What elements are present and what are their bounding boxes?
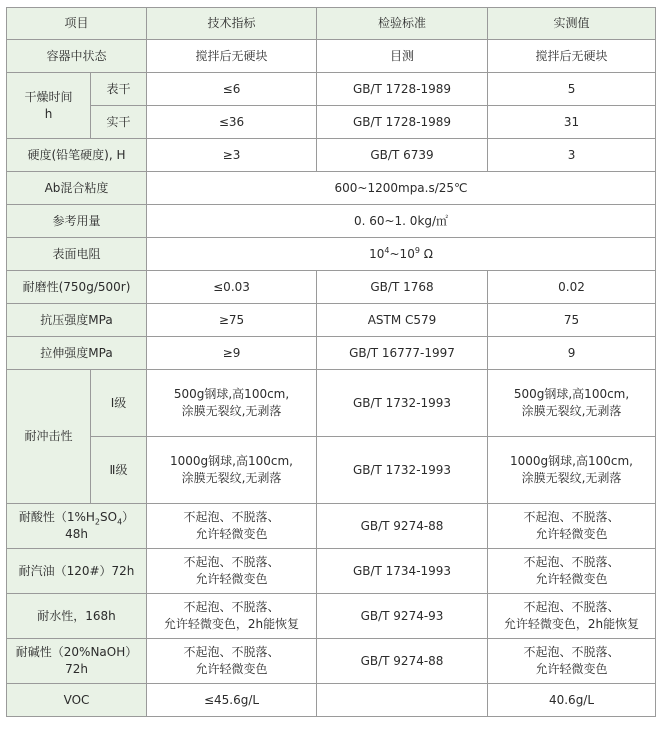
line: 500g钢球,高100cm, <box>513 387 630 401</box>
line: 涂膜无裂纹,无剥落 <box>181 471 282 485</box>
row-label: Ab混合粘度 <box>7 172 147 205</box>
line <box>11 509 142 526</box>
header-spec: 技术指标 <box>147 8 317 40</box>
measured-cell: 3 <box>488 139 656 172</box>
measured-cell: 0.02 <box>488 271 656 304</box>
row-label: 耐汽油（120#）72h <box>7 549 147 594</box>
header-item: 项目 <box>7 8 147 40</box>
standard-cell: GB/T 6739 <box>317 139 488 172</box>
measured-cell <box>488 594 656 639</box>
table-row <box>7 304 656 337</box>
table-row <box>7 337 656 370</box>
row-label <box>7 639 147 684</box>
measured-cell <box>488 639 656 684</box>
line: 1000g钢球,高100cm, <box>510 454 633 468</box>
label-part: SO <box>100 510 118 524</box>
table-row <box>7 504 656 549</box>
line: 涂膜无裂纹,无剥落 <box>521 404 622 418</box>
sub-label: 实干 <box>91 106 147 139</box>
row-label: 耐冲击性 <box>7 370 91 504</box>
line: 不起泡、不脱落、 <box>183 510 280 524</box>
line: 不起泡、不脱落、 <box>523 510 620 524</box>
spec-cell <box>147 437 317 504</box>
resistance-exponent: 9 <box>414 245 420 255</box>
row-label: 容器中状态 <box>7 40 147 73</box>
merged-value-cell: 600~1200mpa.s/25℃ <box>147 172 656 205</box>
measured-cell: 搅拌后无硬块 <box>488 40 656 73</box>
standard-cell: GB/T 1732-1993 <box>317 370 488 437</box>
table-row <box>7 238 656 271</box>
line: 允许轻微变色 <box>535 662 608 676</box>
table-row <box>7 172 656 205</box>
line: 允许轻微变色 <box>535 527 608 541</box>
standard-cell: ASTM C579 <box>317 304 488 337</box>
line: 500g钢球,高100cm, <box>173 387 290 401</box>
header-row <box>7 8 656 40</box>
measured-cell <box>488 549 656 594</box>
resistance-range: ~10 <box>389 246 415 261</box>
spec-table <box>6 7 656 717</box>
spec-cell: ≤0.03 <box>147 271 317 304</box>
measured-cell: 5 <box>488 73 656 106</box>
subscript: 4 <box>117 517 123 527</box>
label-part: 耐酸性（1%H <box>18 510 95 524</box>
label-part: ） <box>122 510 135 524</box>
measured-cell <box>488 437 656 504</box>
line: 不起泡、不脱落、 <box>183 645 280 659</box>
spec-cell <box>147 370 317 437</box>
line: 不起泡、不脱落、 <box>523 600 620 614</box>
spec-cell <box>147 504 317 549</box>
measured-cell: 75 <box>488 304 656 337</box>
table-row <box>7 437 656 504</box>
measured-cell: 40.6g/L <box>488 684 656 717</box>
spec-cell <box>147 549 317 594</box>
resistance-exponent: 4 <box>384 245 390 255</box>
spec-cell: 搅拌后无硬块 <box>147 40 317 73</box>
line: 允许轻微变色 <box>195 662 268 676</box>
table-row <box>7 684 656 717</box>
standard-cell: GB/T 1734-1993 <box>317 549 488 594</box>
measured-cell: 31 <box>488 106 656 139</box>
sub-label: Ⅱ级 <box>91 437 147 504</box>
merged-value-cell <box>147 238 656 271</box>
line: 1000g钢球,高100cm, <box>170 454 293 468</box>
table-row <box>7 40 656 73</box>
row-label: 表面电阻 <box>7 238 147 271</box>
line: 涂膜无裂纹,无剥落 <box>181 404 282 418</box>
table-row <box>7 271 656 304</box>
measured-cell <box>488 504 656 549</box>
measured-cell: 9 <box>488 337 656 370</box>
line: 允许轻微变色，2h能恢复 <box>503 617 640 631</box>
measured-cell <box>488 370 656 437</box>
resistance-unit: Ω <box>419 246 433 261</box>
line: 允许轻微变色 <box>195 527 268 541</box>
row-label: 参考用量 <box>7 205 147 238</box>
standard-cell: GB/T 1732-1993 <box>317 437 488 504</box>
line: 允许轻微变色 <box>195 572 268 586</box>
row-label: 拉伸强度MPa <box>7 337 147 370</box>
line: 48h <box>65 527 88 541</box>
table-row <box>7 594 656 639</box>
standard-cell: GB/T 1728-1989 <box>317 106 488 139</box>
line: 不起泡、不脱落、 <box>523 555 620 569</box>
line: 不起泡、不脱落、 <box>183 555 280 569</box>
table-row <box>7 639 656 684</box>
table-row <box>7 205 656 238</box>
line: 允许轻微变色，2h能恢复 <box>163 617 300 631</box>
standard-cell: GB/T 1768 <box>317 271 488 304</box>
line: 不起泡、不脱落、 <box>523 645 620 659</box>
table-row <box>7 139 656 172</box>
standard-cell <box>317 684 488 717</box>
table-row <box>7 106 656 139</box>
spec-cell: ≥3 <box>147 139 317 172</box>
standard-cell: GB/T 9274-93 <box>317 594 488 639</box>
row-label: 耐水性，168h <box>7 594 147 639</box>
spec-cell: ≤6 <box>147 73 317 106</box>
standard-cell: GB/T 1728-1989 <box>317 73 488 106</box>
line: 不起泡、不脱落、 <box>183 600 280 614</box>
row-label: 干燥时间 h <box>7 73 91 139</box>
line: 耐碱性（20%NaOH） <box>15 645 138 659</box>
sub-label: Ⅰ级 <box>91 370 147 437</box>
table-row <box>7 370 656 437</box>
line: 允许轻微变色 <box>535 572 608 586</box>
spec-cell <box>147 639 317 684</box>
table-row <box>7 549 656 594</box>
line: 72h <box>65 662 88 676</box>
header-standard: 检验标准 <box>317 8 488 40</box>
row-label: VOC <box>7 684 147 717</box>
header-measured: 实测值 <box>488 8 656 40</box>
line: 涂膜无裂纹,无剥落 <box>521 471 622 485</box>
sub-label: 表干 <box>91 73 147 106</box>
spec-cell: ≤45.6g/L <box>147 684 317 717</box>
row-label <box>7 504 147 549</box>
row-label: 耐磨性(750g/500r) <box>7 271 147 304</box>
standard-cell: 目测 <box>317 40 488 73</box>
spec-cell <box>147 594 317 639</box>
resistance-base: 10 <box>369 246 385 261</box>
merged-value-cell: 0. 60~1. 0kg/㎡ <box>147 205 656 238</box>
spec-cell: ≥75 <box>147 304 317 337</box>
row-label: 抗压强度MPa <box>7 304 147 337</box>
standard-cell: GB/T 9274-88 <box>317 504 488 549</box>
spec-cell: ≥9 <box>147 337 317 370</box>
spec-cell: ≤36 <box>147 106 317 139</box>
standard-cell: GB/T 16777-1997 <box>317 337 488 370</box>
standard-cell: GB/T 9274-88 <box>317 639 488 684</box>
subscript: 2 <box>94 517 100 527</box>
row-label: 硬度(铅笔硬度), H <box>7 139 147 172</box>
table-row <box>7 73 656 106</box>
